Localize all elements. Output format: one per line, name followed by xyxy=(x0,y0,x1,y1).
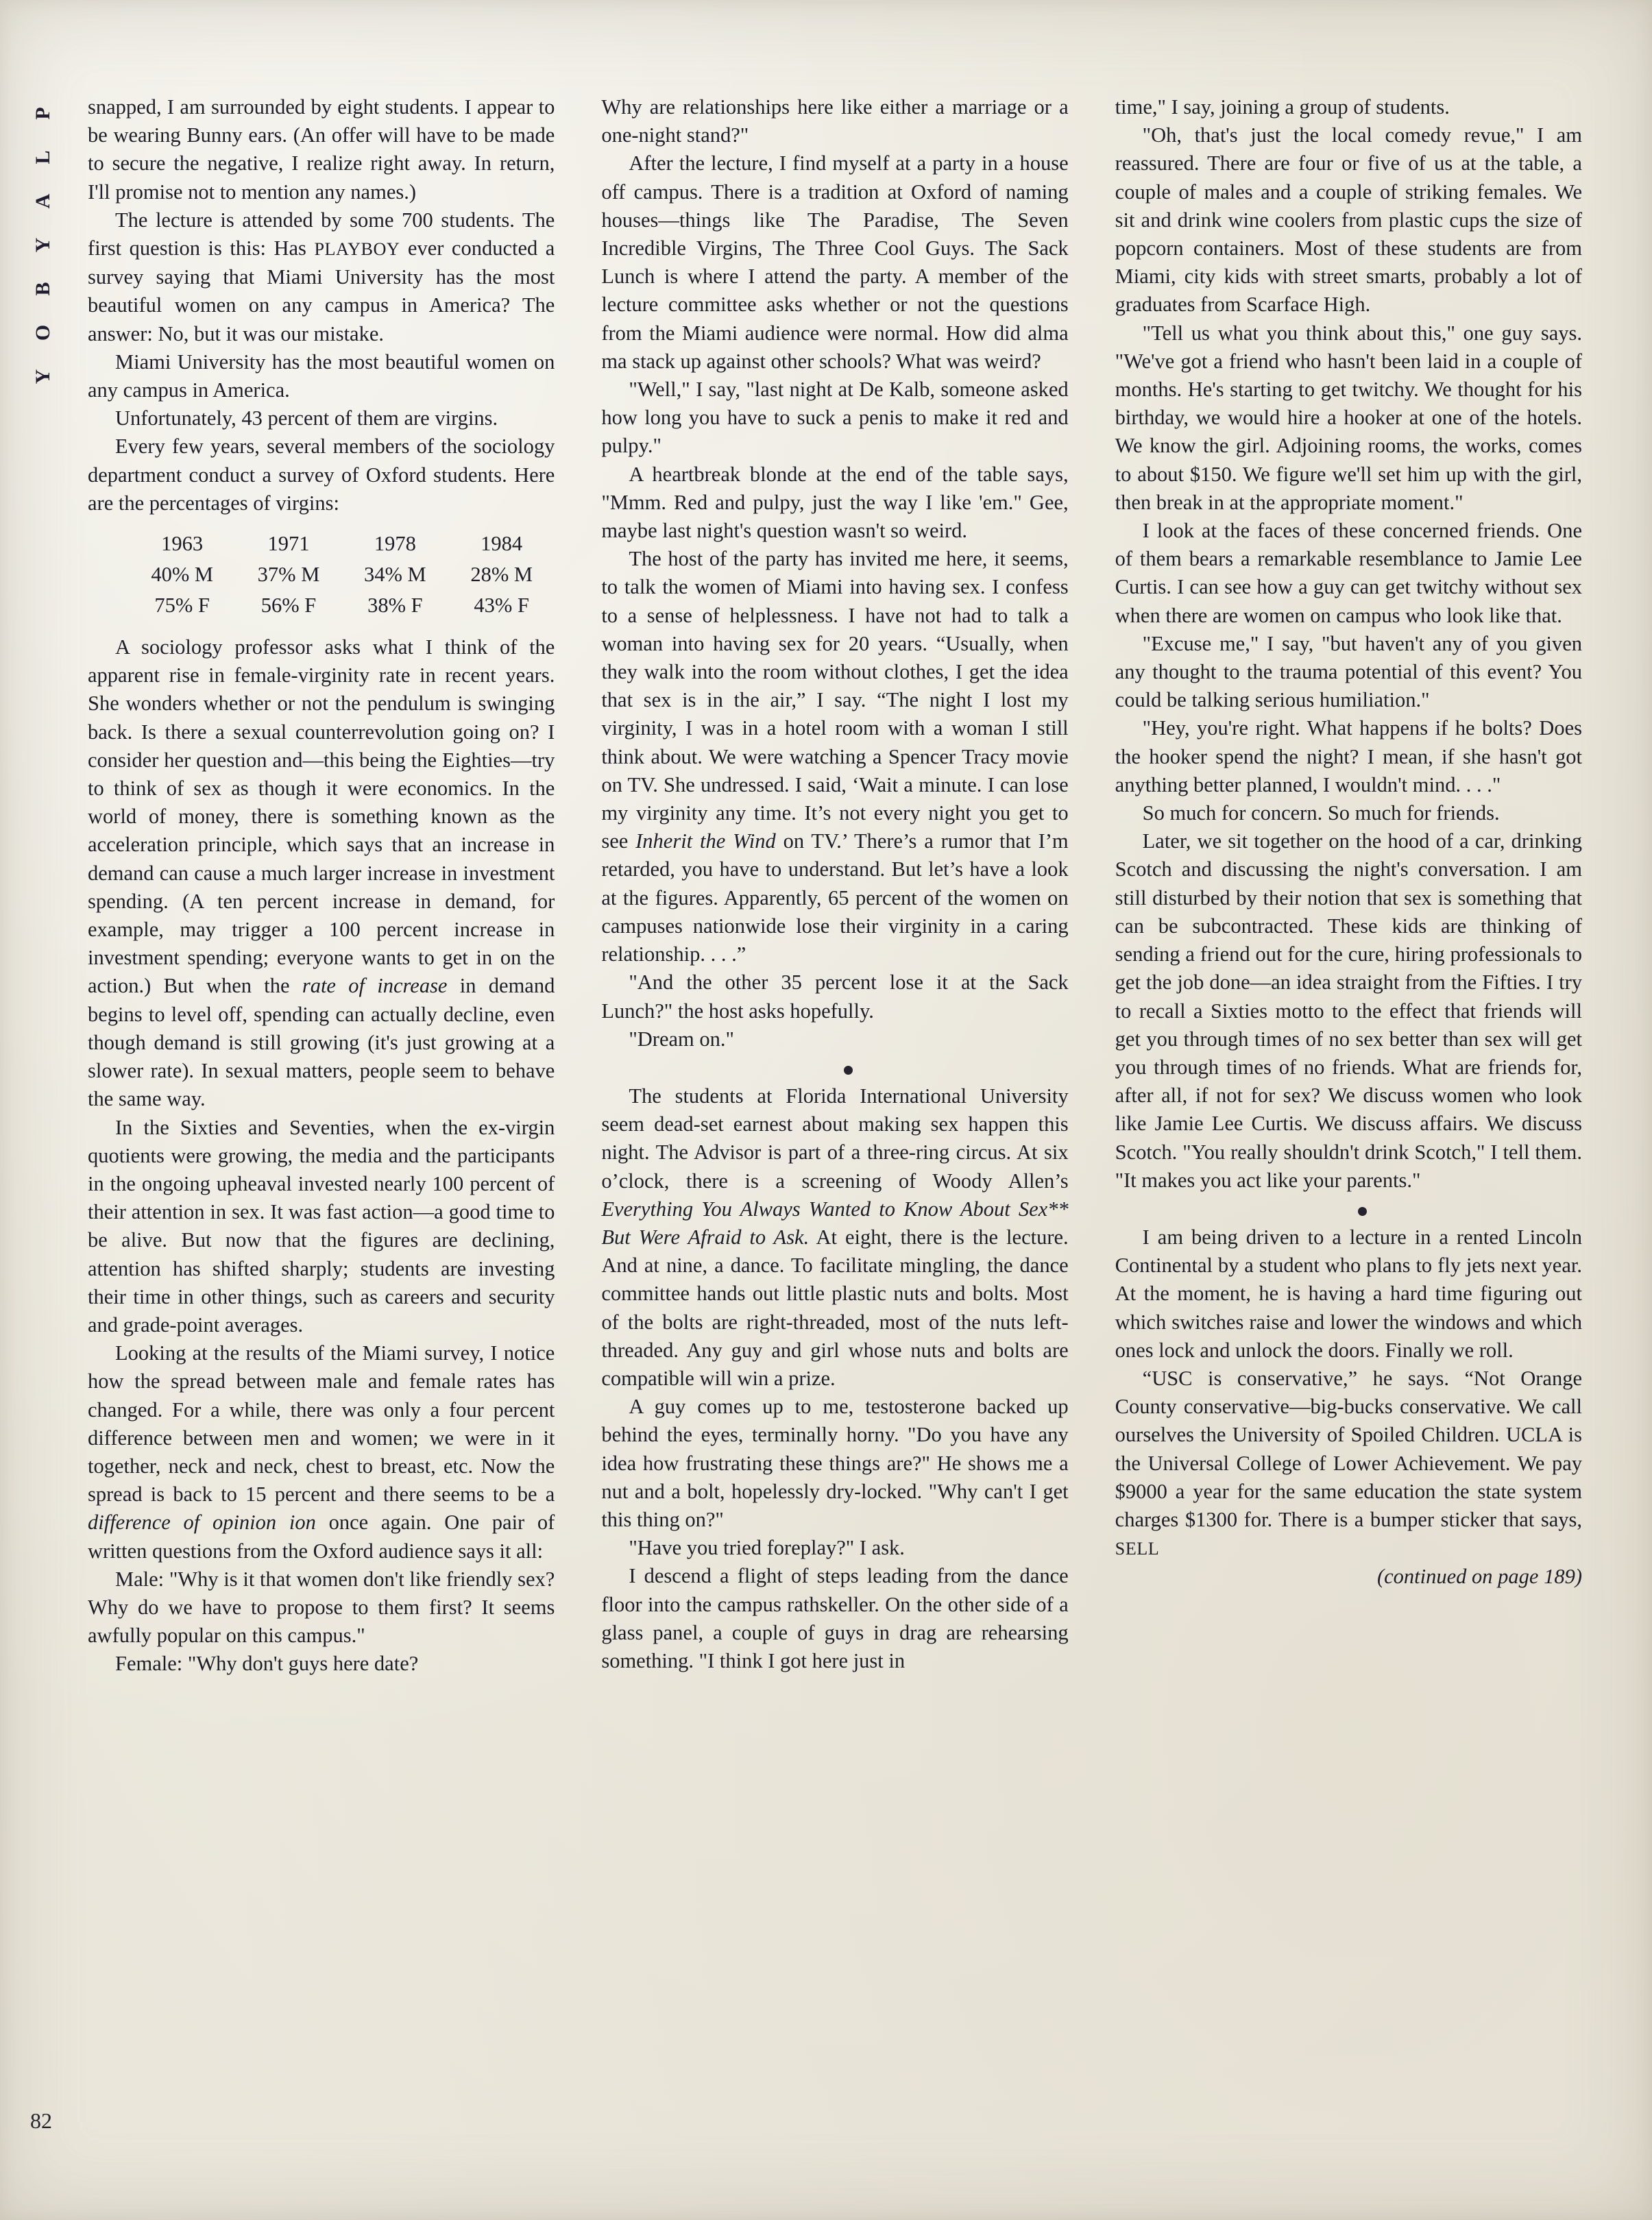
paragraph: Miami University has the most beautiful women on any campus in America. xyxy=(88,350,555,402)
section-divider-bullet xyxy=(601,1053,1068,1082)
paragraph: Unfortunately, 43 percent of them are virgins. xyxy=(115,406,498,430)
table-row-years xyxy=(88,528,555,559)
paragraph: A heartbreak blonde at the end of the table says, "Mmm. Red and pulpy, just the way I like 'em." Gee, maybe last night's question wasn't so weird. xyxy=(601,462,1069,543)
smallcaps-playboy: PLAYBOY xyxy=(314,239,400,260)
paragraph: I descend a flight of steps leading from the dance floor into the campus rathskeller. On the other side of a glass panel, a couple of guys in drag are rehearsing something. "I think I got here just in xyxy=(601,1564,1069,1672)
table-cell-year: 1963 xyxy=(161,532,204,556)
paragraph: “USC is conservative,” he says. “Not Orange County conservative—big-bucks conservative. We call ourselves the University of Spoiled Children. UCLA is the Universal College of Lower Achievement. We pay $9000 a year for the same education the state system charges $1300 for. There is a bumper sticker that says, SELL xyxy=(1115,1366,1582,1559)
table-cell-year: 1971 xyxy=(267,532,310,556)
table-spacer xyxy=(88,528,129,559)
italic-title-everything-you-always-wanted: Everything You Always Wanted to Know About Sex** But Were Afraid to Ask. xyxy=(601,1197,1069,1249)
paragraph: After the lecture, I find myself at a party in a house off campus. There is a tradition at Oxford of naming houses—things like The Paradise, The Seven Incredible Virgins, The Three Cool Guys. The Sack Lunch is where I attend the party. A member of the lecture committee asks whether or not the questions from the Miami audience were normal. How did alma ma stack up against other schools? What was weird? xyxy=(601,151,1069,373)
paragraph: A sociology professor asks what I think of the apparent rise in female-virginity rate in recent years. She wonders whether or not the pendulum is swinging back. Is there a sexual counterrevolution going on? I consider her question and—this being the Eighties—try to think of sex as though it were economics. In the world of money, there is something known as the acceleration principle, which says that an increase in demand can cause a much larger increase in investment spending. (A ten percent increase in demand, for example, may trigger a 100 percent increase in investment spending; everyone wants to get in on the action.) But when the rate of increase in demand begins to level off, spending can actually decline, even though demand is still growing (it's just growing at a slower rate). In sexual matters, people seem to behave the same way. xyxy=(88,635,555,1111)
paragraph: A guy comes up to me, testosterone backed up behind the eyes, terminally horny. "Do you have any idea how frustrating these things are?" He shows me a nut and a bolt, hopelessly dry-locked. "Why can't I get this thing on?" xyxy=(601,1395,1069,1531)
italic-phrase: difference of opinion xyxy=(88,1511,277,1535)
table-spacer xyxy=(88,590,129,621)
column-left xyxy=(88,93,555,2136)
column-middle xyxy=(601,93,1068,2136)
paragraph: Female: "Why don't guys here date? xyxy=(115,1652,419,1676)
smallcaps-sell: SELL xyxy=(1115,1539,1160,1559)
table-spacer xyxy=(88,559,129,590)
page-number: 82 xyxy=(30,2108,52,2133)
paragraph: The lecture is attended by some 700 students. The first question is this: Has PLAYBOY ever conducted a survey saying that Miami University has the most beautiful women on any campus in America? The answer: No, but it was our mistake. xyxy=(88,208,555,345)
paragraph: "Excuse me," I say, "but haven't any of you given any thought to the trauma potential of this event? You could be talking serious humiliation." xyxy=(1115,631,1582,712)
virginity-stats-table xyxy=(88,528,555,621)
paragraph: Why are relationships here like either a marriage or a one-night stand?" xyxy=(601,95,1069,147)
article-body xyxy=(88,93,1582,2136)
paragraph: "And the other 35 percent lose it at the Sack Lunch?" the host asks hopefully. xyxy=(601,971,1069,1023)
masthead-letter-y: Y xyxy=(32,236,54,253)
paragraph: Later, we sit together on the hood of a car, drinking Scotch and discussing the night's conversation. I am still disturbed by their notion that sex is something that can be subcontracted. These kids are thinking of sending a friend out for the cure, hiring professionals to get the job done—an idea straight from the Fifties. I try to recall a Sixties motto to the effect that friends will get you through times of no sex better than sex will get you through times of no friends. What are friends for, after all, if not for sex? We discuss women who look like Jamie Lee Curtis. We discuss affairs. We discuss Scotch. "You really shouldn't drink Scotch," I tell them. "It makes you act like your parents." xyxy=(1115,829,1582,1192)
paragraph: So much for concern. So much for friends. xyxy=(1142,801,1500,825)
paragraph: Every few years, several members of the sociology department conduct a survey of Oxford students. Here are the percentages of virgins: xyxy=(88,435,555,515)
paragraph: "Well," I say, "last night at De Kalb, someone asked how long you have to suck a penis to make it red and pulpy." xyxy=(601,378,1069,458)
table-cell-male: 37% M xyxy=(257,563,320,587)
paragraph: snapped, I am surrounded by eight students. I appear to be wearing Bunny ears. (An offer will have to be made to secure the negative, I realize right away. In return, I'll promise not to mention any names.) xyxy=(88,95,555,204)
paragraph: "Tell us what you think about this," one guy says. "We've got a friend who hasn't been laid in a couple of months. He's starting to get twitchy. We thought for his birthday, we would hire a hooker at one of the hotels. We know the girl. Adjoining rooms, the works, comes to about $150. We figure we'll set him up with the girl, then break in at the appropriate moment." xyxy=(1115,321,1582,514)
table-cell-year: 1984 xyxy=(481,532,523,556)
paragraph: "Hey, you're right. What happens if he bolts? Does the hooker spend the night? I mean, if she hasn't got anything better planned, I wouldn't mind. . . ." xyxy=(1115,716,1582,796)
paragraph: "Oh, that's just the local comedy revue," I am reassured. There are four or five of us at the table, a couple of males and a couple of striking females. We sit and drink wine coolers from plastic cups the size of popcorn containers. Most of these students are from Miami, city kids with street smarts, probably a lot of graduates from Scarface High. xyxy=(1115,123,1582,317)
table-cell-female: 43% F xyxy=(474,594,529,618)
paragraph: Looking at the results of the Miami survey, I notice how the spread between male and female rates has changed. For a while, there was only a four percent difference between men and women; we were in it together, neck and neck, chest to breast, etc. Now the spread is back to 15 percent and there seems to be a difference of opinion ion once again. One pair of written questions from the Oxford audience says it all: xyxy=(88,1341,555,1563)
paragraph: I look at the faces of these concerned friends. One of them bears a remarkable resemblance to Jamie Lee Curtis. I can see how a guy can get twitchy without sex when there are women on campus who look like that. xyxy=(1115,519,1582,627)
paragraph: In the Sixties and Seventies, when the ex-virgin quotients were growing, the media and the participants in the ongoing upheaval invested nearly 100 percent of their attention in sex. It was fast action—a good time to be alive. But now that the figures are declining, attention has shifted sharply; students are investing their time in other things, such as careers and security and grade-point averages. xyxy=(88,1115,555,1337)
table-cell-female: 38% F xyxy=(367,594,423,618)
masthead-letter-a: A xyxy=(32,193,54,209)
table-cell-female: 56% F xyxy=(260,594,317,618)
playboy-masthead xyxy=(27,103,59,410)
masthead-letter-o: O xyxy=(32,324,54,341)
paragraph: "Have you tried foreplay?" I ask. xyxy=(629,1536,905,1560)
paragraph: "Dream on." xyxy=(629,1027,734,1051)
table-cell-female: 75% F xyxy=(154,594,210,618)
masthead-letter-b: B xyxy=(32,281,54,296)
masthead-letter-y2: Y xyxy=(32,368,54,385)
masthead-letter-p: P xyxy=(32,106,54,120)
column-right xyxy=(1115,93,1582,2136)
paragraph: Male: "Why is it that women don't like friendly sex? Why do we have to propose to them first? It seems awfully popular on this campus." xyxy=(88,1567,555,1648)
table-cell-male: 34% M xyxy=(363,563,426,587)
paragraph: time," I say, joining a group of students. xyxy=(1115,95,1450,119)
section-divider-bullet xyxy=(1115,1195,1582,1223)
table-cell-year: 1978 xyxy=(374,532,416,556)
continued-note: (continued on page 189) xyxy=(1376,1565,1582,1589)
masthead-letter-l: L xyxy=(32,149,54,164)
table-cell-male: 28% M xyxy=(470,563,533,587)
italic-title-inherit-the-wind: Inherit the Wind xyxy=(635,829,776,853)
paragraph: I am being driven to a lecture in a rented Lincoln Continental by a student who plans to fly jets next year. At the moment, he is having a hard time figuring out which switches raise and lower the windows and which ones lock and unlock the doors. Finally we roll. xyxy=(1115,1225,1582,1362)
table-cell-male: 40% M xyxy=(151,563,213,587)
table-row-female xyxy=(88,590,555,621)
italic-phrase: ion xyxy=(289,1511,316,1535)
table-row-male xyxy=(88,559,555,590)
italic-phrase: rate of xyxy=(302,974,365,998)
paragraph: The host of the party has invited me here, it seems, to talk the women of Miami into having sex. I confess to a sense of helplessness. I have not had to talk a woman into having sex for 20 years. “Usually, when they walk into the room without clothes, I get the idea that sex is in the air,” I say. “The night I lost my virginity, I was in a hotel room with a woman I still think about. We were watching a Spencer Tracy movie on TV. She undressed. I said, ‘Wait a minute. I can lose my virginity any time. It’s not every night you get to see Inherit the Wind on TV.’ There’s a rumor that I’m retarded, you have to understand. But let’s have a look at the figures. Apparently, 65 percent of the women on campuses nationwide lose their virginity in a caring relationship. . . .” xyxy=(601,547,1069,966)
italic-phrase: increase xyxy=(377,974,448,998)
bullet-icon xyxy=(1358,1207,1367,1216)
paragraph: The students at Florida International University seem dead-set earnest about making sex happen this night. The Advisor is part of a three-ring circus. At six o’clock, there is a screening of Woody Allen’s Everything You Always Wanted to Know About Sex** But Were Afraid to Ask. At eight, there is the lecture. And at nine, a dance. To facilitate mingling, the dance committee hands out little plastic nuts and bolts. Most of the bolts are right-threaded, most of the nuts left-threaded. Any guy and girl whose nuts and bolts are compatible will win a prize. xyxy=(601,1084,1069,1390)
bullet-icon xyxy=(844,1066,853,1075)
